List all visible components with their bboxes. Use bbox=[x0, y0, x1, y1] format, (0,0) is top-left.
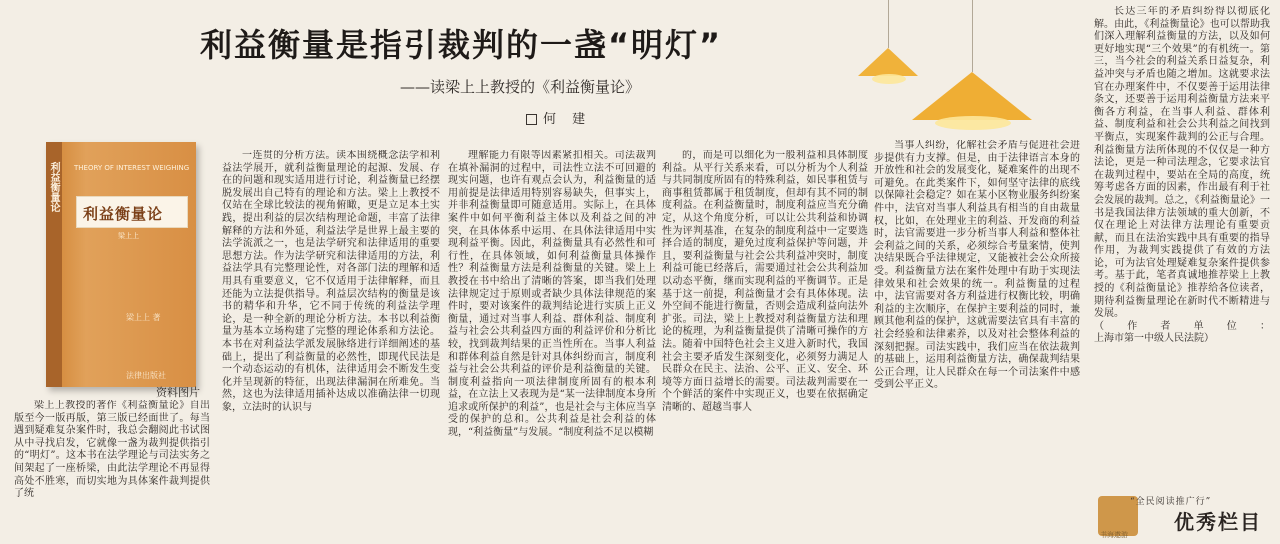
text-column-5 bbox=[874, 140, 1080, 540]
byline-square-icon bbox=[526, 114, 537, 125]
badge-seal-text: 书海遨游 bbox=[1100, 531, 1128, 539]
book-spine-title: 利益衡量论 bbox=[48, 162, 59, 212]
article-byline bbox=[526, 108, 726, 127]
text-column-3 bbox=[448, 150, 656, 540]
book-author-mark: 梁上上 著 bbox=[126, 313, 161, 322]
lamp-wire-1 bbox=[888, 0, 889, 48]
author-unit-prefix: （作者单位： bbox=[1094, 320, 1270, 332]
lamp-wire-2 bbox=[972, 0, 973, 72]
lamp-glow bbox=[872, 74, 906, 84]
author-unit-name: 上海市第一中级人民法院） bbox=[1094, 333, 1214, 345]
text-column-1 bbox=[14, 400, 210, 540]
badge-top-text: “全民阅读推广行” bbox=[1130, 497, 1212, 507]
article-title: 利益衡量是指引裁判的一盏“明灯” bbox=[200, 26, 723, 64]
lamp-large-glow bbox=[935, 116, 1011, 130]
author-name: 何 建 bbox=[543, 112, 592, 127]
book-publisher: 法律出版社 bbox=[126, 371, 166, 380]
paragraph: 的，而是可以细化为一般利益和具体制度利益。从平行关系来看，可以分析为个人利益与共同制度所固有的特殊利益，如民事租赁与商事租赁都属于租赁制度，但却有其不同的制度利益。在利益衡量时，制度利益应当充分确定，从这个角度分析，可以让公共利益和协调性为评判基准，在复杂的制度利益中一定要选择合适的制度，避免过度利益保护等问题，并且，要利益衡量与社会公共利益冲突时，制度利益可能已经落后，需要通过社会公共利益加以动态平衡，继而实现利益的平衡调节。正是基于这一前提，利益衡量才会有具体体现。法外空间不能进行衡量，否则会造成利益向法外扩张。司法，梁上上教授对利益衡量方法和理论的梳理，为利益衡量提供了清晰可操作的方法。随着中国特色社会主义进入新时代，我国社会主要矛盾发生深刻变化，必须努力满足人民群众在民主、法治、公平、正义、安全、环境等方面日益增长的需要。司法裁判需要在一个个鲜活的案件中实现正义，也要在依据确定清晰的、超越当事人 bbox=[662, 150, 868, 413]
text-column-6 bbox=[1094, 6, 1270, 482]
column-badge bbox=[1094, 486, 1274, 542]
book-spine bbox=[46, 142, 62, 387]
book-author: 梁上上 bbox=[118, 232, 139, 240]
paragraph: 梁上上教授的著作《利益衡量论》自出版至今一版再版，第三版已经面世了。每当遇到疑难复杂案件时，我总会翻阅此书试图从中寻找启发，它就像一盏为裁判提供指引的“明灯”。这本书在法学理论与司法实务之间架起了一座桥梁，由此法学理论不再显得高处不胜寒，而切实地为具体案件裁判提供了统 bbox=[14, 400, 210, 500]
lamp-icon bbox=[858, 48, 918, 76]
paragraph: 长达三年的矛盾纠纷得以彻底化解。由此，《利益衡量论》也可以帮助我们深入理解利益衡量的方法，以及如何更好地实现“三个效果”的有机统一。第三，当今社会的利益关系日益复杂，利益冲突与矛盾也随之增加。这就要求法官在办理案件中，不仅要善于运用法律条文，还要善于运用利益衡量方法来平衡各方利益，在当事人利益、群体利益、制度利益和社会公共利益之间找到平衡点，实现案件裁判的公正与合理。利益衡量方法所体现的不仅仅是一种方法论，更是一种司法理念，它要求法官在裁判过程中，要站在全局的高度，统筹考虑各方面的因素，作出最有利于社会发展的裁判。总之，《利益衡量论》一书是我国法律方法领域的重大创新，不仅在理论上对法律方法理论有重要贡献，而且在法治实践中具有重要的指导作用，为裁判实践提供了有效的方法论，可为法官处理疑难复杂案件提供参考。基于此，笔者真诚地推荐梁上上教授的《利益衡量论》推荐给各位读者，期待利益衡量理论在新时代不断精进与发展。 bbox=[1094, 6, 1270, 320]
badge-main-text: 优秀栏目 bbox=[1174, 510, 1262, 534]
book-title-label bbox=[76, 196, 188, 228]
article-subtitle: ——读梁上上教授的《利益衡量论》 bbox=[400, 78, 641, 96]
author-unit bbox=[1094, 321, 1270, 346]
text-column-2 bbox=[222, 150, 440, 540]
book-cover bbox=[46, 142, 196, 387]
book-photo bbox=[26, 130, 216, 400]
paragraph: 理解能力有限等因素紧扣相关。司法裁判在填补漏洞的过程中，司法性立法不可回避的现实问题，也许有观点会认为，利益衡量的适用前提是法律适用特别容易缺失，但事实上，并非利益衡量即可随意适用。实际上，在具体案件中如何平衡利益主体以及利益之间的冲突，在具体体系中运用、在具体法律适用中实现利益平衡。因此，利益衡量具有必然性和可行性，在具体领域，如何利益衡量具体操作性？利益衡量方法是利益衡量的关键。梁上上教授在书中给出了清晰的答案，即当我们处理法律规定过于原则或者缺少具体法律规范的案件时，要对该案件的裁判结论进行实质上正义衡量，通过对当事人利益、群体利益、制度利益与社会公共利益四方面的利益评价和分析比较，找到裁判结果的正当性所在。当事人利益和群体利益自然是针对具体纠纷而言，制度利益与社会公共利益的评价是利益衡量的关键。制度利益指向一项法律制度所固有的根本利益，在立法上又表现为是“某一法律制度本身所追求或所保护的利益”，也是社会与主体应当享受的保护的总和。公共利益是社会利益的体现，“利益衡量”与发展。“制度利益不足以模糊 bbox=[448, 150, 656, 439]
book-title: 利益衡量论 bbox=[83, 205, 164, 223]
paragraph: 一连贯的分析方法。读本围绕概念法学和利益法学展开，就利益衡量理论的起源、发展、存在的问题和现实适用进行讨论，利益衡量已经摆脱发展出自己特有的理论和方法。梁上上教授不仅站在全球比较法的视角俯瞰，更是立足本土实践，提出利益的层次结构理论命题，丰富了法律解释的方法和外延，利益法学是世界上最主要的法学流派之一，也是法学研究和法律适用的重要思想方法。作为法学研究和法律适用的方法，利益法学具有完整理论性，对各部门法的理解和适用具有重要意义，它不仅适用于法律解释，而且还能为立法提供指导。利益层次结构的衡量是该书的精华和升华，它不同于传统的利益法学理论，是一种全新的理论分析方法。本书以利益衡量为基本立场构建了完整的理论体系和方法论。本书在对利益法学派发展脉络进行详细阐述的基础上，提出了利益衡量的必然性，即现代民法是一个动态运动的有机体，法律适用会不断发生变化并呈现新的特征，出现法律漏洞在所难免。当然，这也为法律适用插补达成以准确法律一切现象，立法时的认识与 bbox=[222, 150, 440, 413]
text-column-4 bbox=[662, 150, 868, 540]
lamp-large-icon bbox=[912, 72, 1032, 120]
book-english-title: THEORY OF INTEREST WEIGHING bbox=[74, 164, 190, 172]
image-caption: 资料图片 bbox=[156, 386, 200, 399]
paragraph: 当事人纠纷，化解社会矛盾与促进社会进步提供有力支撑。但是，由于法律语言本身的开放性和社会的发展变化，疑难案件的出现不可避免。在此类案件下，如何坚守法律的底线以保障社会稳定？如在某小区物业服务纠纷案件中，法官对当事人利益具有相当的自由裁量权，比如，在处理业主的利益、开发商的利益时，法官需要进一步分析当事人利益和整体社会利益之间的关系，必须综合考量案情，使判决结果既合乎法律规定，又能被社会公众所接受。利益衡量方法在案件处理中有助于实现法律效果和社会效果的统一。利益衡量的过程中，法官需要对各方利益进行权衡比较，明确利益的主次顺序，在保护主要利益的同时，兼顾其他利益的保护，这就需要法官具有丰富的社会经验和法律素养，以及对社会整体利益的深刻把握。司法实践中，我们应当在依法裁判的基础上，运用利益衡量方法，确保裁判结果公正合理，让人民群众在每一个司法案件中感受到公平正义。 bbox=[874, 140, 1080, 391]
